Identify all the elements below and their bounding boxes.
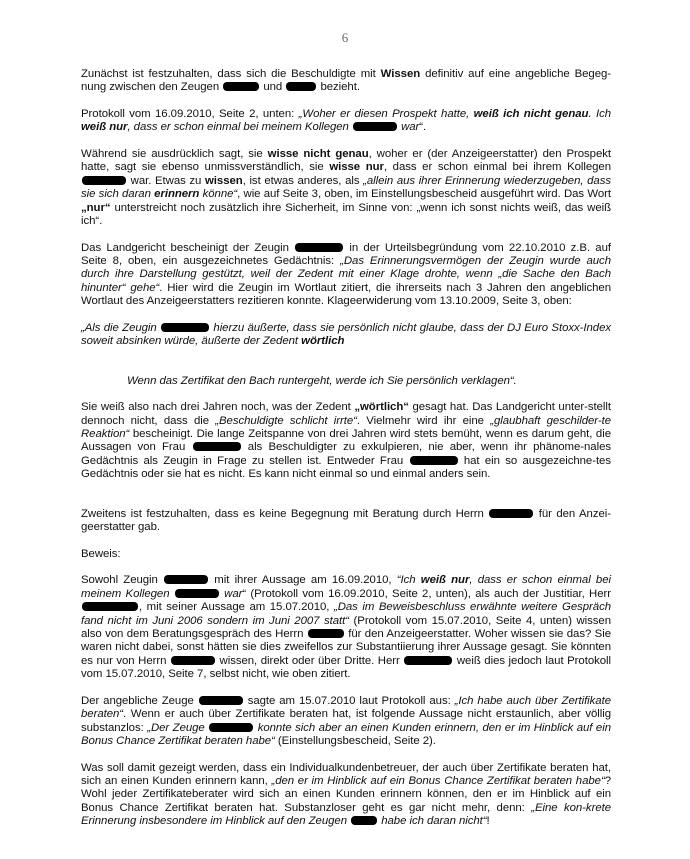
- redaction-bar: [82, 176, 126, 185]
- paragraph-7: Sie weiß also nach drei Jahren noch, was der Zedent „wörtlich“ gesagt hat. Das Landgericht unter-stellt dennoch nicht, dass die „Beschuldigte schlicht irrte“. Vielmehr wird ihr eine „glaubhaft geschilder-te Reaktion“ bescheinigt. Die lange Zeitspanne von drei Jahren wird stets bemüht, wenn es darum geht, die Aussagen von Frau als Beschuldigter zu exkulpieren, nie aber, wenn ihr phänome-nales Gedächtnis als Zeugin in Frage zu stellen ist. Entweder Frau hat ein so ausgezeichne-tes Gedächtnis oder sie hat es nicht. Es kann nicht einmal so und einmal anders sein.: [81, 401, 612, 481]
- quote-paragraph: „Als die Zeugin hierzu äußerte, dass sie persönlich nicht glaube, dass der DJ Euro Stoxx-Index soweit absinken würde, äußerte der Zedent wörtlich: [81, 321, 612, 348]
- paragraph-4: Das Landgericht bescheinigt der Zeugin in der Urteilsbegründung vom 22.10.2010 z.B. auf Seite 8, oben, ein ausgezeichnetes Gedächtnis: „Das Erinnerungsvermögen der Zeugin wurde auch durch ihre Darstellung gestützt, weil der Zedent mit einer Klage drohte, wenn „die Sache den Bach hinunter“ gehe“. Hier wird die Zeugin im Wortlaut zitiert, die ihrerseits nach 3 Jahren den angeblichen Wortlaut des Anzeigeerstatters rezitieren konnte. Klageerwiderung vom 13.10.2009, Seite 3, oben:: [81, 241, 611, 308]
- redaction-bar: [489, 509, 533, 518]
- paragraph-1: Zunächst ist festzuhalten, dass sich die Beschuldigte mit Wissen definitiv auf eine angebliche Begeg-nung zwischen den Zeugen und bezieht.: [81, 68, 612, 94]
- redaction-bar: [286, 82, 316, 91]
- beweis-heading: Beweis:: [81, 547, 121, 560]
- redaction-bar: [164, 575, 208, 584]
- redaction-bar: [308, 629, 344, 638]
- redaction-bar: [193, 442, 241, 451]
- redaction-bar: [410, 456, 458, 465]
- redaction-bar: [161, 323, 209, 332]
- redaction-bar: [223, 82, 259, 91]
- redaction-bar: [404, 656, 452, 665]
- redaction-bar: [351, 816, 377, 825]
- paragraph-10: Sowohl Zeugin mit ihrer Aussage am 16.09.2010, “Ich weiß nur, dass er schon einmal bei meinem Kollegen war“ (Protokoll vom 16.09.2010, Seite 2, unten), als auch der Justitiar, Herr , mit seiner Aussage am 15.07.2010, „Das im Beweisbeschluss erwähnte weitere Gespräch fand nicht im Juni 2006 sondern im Juni 2007 statt“ (Protokoll vom 15.07.2010, Seite 4, unten) wissen also von dem Beratungsgespräch des Herrn für den Anzeigeerstatter. Woher wissen sie das? Sie waren nicht dabei, sonst hätten sie dies zweifellos zur Substantiierung ihrer Aussage gesagt. Sie könnten es nur von Herrn wissen, direkt oder über Dritte. Herr weiß dies jedoch laut Protokoll vom 15.07.2010, Seite 7, selbst nicht, wie oben zitiert.: [81, 574, 611, 681]
- redaction-bar: [175, 589, 219, 598]
- indented-quote: Wenn das Zertifikat den Bach runtergeht, werde ich Sie persönlich verklagen“.: [127, 374, 517, 387]
- redaction-bar: [295, 243, 343, 252]
- document-body: [81, 68, 611, 842]
- paragraph-8: Zweitens ist festzuhalten, dass es keine Begegnung mit Beratung durch Herrn für den Anzei-geerstatter gab.: [81, 507, 611, 534]
- paragraph-12: Was soll damit gezeigt werden, dass ein Individualkundenbetreuer, der auch über Zertifikate beraten hat, sich an einen Kunden erinnern kann, „den er im Hinblick auf ein Bonus Chance Zertifikat beraten habe“? Wohl jeder Zertifikateberater wird sich an einen Kunden erinnern können, den er im Hinblick auf ein Bonus Chance Zertifikat beraten hat. Substanzloser geht es gar nicht mehr, denn: „Eine kon-krete Erinnerung insbesondere im Hinblick auf den Zeugen habe ich daran nicht“!: [81, 761, 611, 828]
- redaction-bar: [82, 602, 138, 611]
- paragraph-2: Protokoll vom 16.09.2010, Seite 2, unten: „Woher er diesen Prospekt hatte, weiß ich nicht genau. Ich weiß nur, dass er schon einmal bei meinem Kollegen war“.: [81, 108, 611, 134]
- page-number: 6: [341, 30, 349, 45]
- paragraph-3: Während sie ausdrücklich sagt, sie wisse nicht genau, woher er (der Anzeigeerstatter) den Prospekt hatte, sagt sie ebenso unmissverständlich, sie wisse nur, dass er schon einmal bei ihrem Kollegen war. Etwas zu wissen, ist etwas anderes, als „allein aus ihrer Erinnerung wiederzugeben, dass sie sich daran erinnern könne“, wie auf Seite 3, oben, im Einstellungsbescheid ausgeführt wird. Das Wort „nur“ unterstreicht noch zusätzlich ihre Sicherheit, im Sinne von: „wenn ich sonst nichts weiß, das weiß ich“.: [81, 148, 612, 228]
- redaction-bar: [353, 122, 397, 131]
- redaction-bar: [199, 696, 243, 705]
- paragraph-11: Der angebliche Zeuge sagte am 15.07.2010 laut Protokoll aus: „Ich habe auch über Zertifikate beraten“. Wenn er auch über Zertifikate beraten hat, ist folgende Aussage nicht erstaunlich, aber völlig substanzlos: „Der Zeuge konnte sich aber an einen Kunden erinnern, den er im Hinblick auf ein Bonus Chance Zertifikat beraten habe“ (Einstellungsbescheid, Seite 2).: [81, 694, 611, 747]
- redaction-bar: [171, 656, 215, 665]
- redaction-bar: [209, 723, 253, 732]
